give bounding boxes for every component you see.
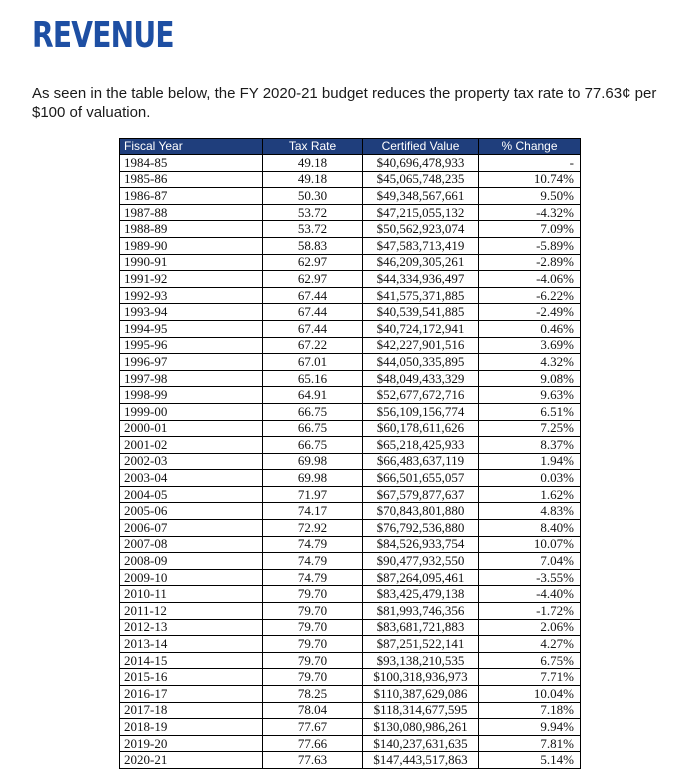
cell-tax-rate: 66.75 [263,437,363,454]
cell-fiscal-year: 2014-15 [120,652,263,669]
cell-tax-rate: 49.18 [263,171,363,188]
cell-percent-change: 9.63% [479,387,581,404]
cell-tax-rate: 67.22 [263,337,363,354]
cell-tax-rate: 69.98 [263,470,363,487]
cell-certified-value: $140,237,631,635 [363,735,479,752]
table-row [120,503,581,520]
cell-percent-change: 7.81% [479,735,581,752]
section-heading: REVENUE [32,15,174,56]
table-row [120,237,581,254]
cell-fiscal-year: 2006-07 [120,520,263,537]
table-header [120,139,581,155]
table-row [120,686,581,703]
cell-percent-change: 7.71% [479,669,581,686]
cell-fiscal-year: 1988-89 [120,221,263,238]
table-row [120,486,581,503]
cell-fiscal-year: 1990-91 [120,254,263,271]
table-body [120,155,581,769]
cell-certified-value: $147,443,517,863 [363,752,479,769]
table-row [120,171,581,188]
cell-tax-rate: 79.70 [263,586,363,603]
cell-certified-value: $66,501,655,057 [363,470,479,487]
cell-percent-change: 2.06% [479,619,581,636]
table-row [120,287,581,304]
table-row [120,254,581,271]
cell-certified-value: $44,050,335,895 [363,354,479,371]
cell-percent-change: -2.89% [479,254,581,271]
cell-certified-value: $56,109,156,774 [363,403,479,420]
cell-certified-value: $76,792,536,880 [363,520,479,537]
cell-fiscal-year: 1985-86 [120,171,263,188]
table-row [120,271,581,288]
cell-certified-value: $130,080,986,261 [363,719,479,736]
cell-tax-rate: 78.25 [263,686,363,703]
cell-tax-rate: 67.44 [263,320,363,337]
cell-tax-rate: 62.97 [263,271,363,288]
table-row [120,752,581,769]
cell-percent-change: -4.40% [479,586,581,603]
table-row [120,304,581,321]
cell-certified-value: $118,314,677,595 [363,702,479,719]
cell-tax-rate: 79.70 [263,652,363,669]
cell-tax-rate: 79.70 [263,669,363,686]
revenue-table [119,138,581,769]
cell-certified-value: $93,138,210,535 [363,652,479,669]
cell-fiscal-year: 1996-97 [120,354,263,371]
cell-tax-rate: 67.44 [263,287,363,304]
cell-fiscal-year: 1992-93 [120,287,263,304]
table-row [120,619,581,636]
cell-certified-value: $81,993,746,356 [363,603,479,620]
table-row [120,735,581,752]
header-percent-change: % Change [479,139,581,155]
cell-tax-rate: 74.79 [263,569,363,586]
cell-percent-change: 5.14% [479,752,581,769]
table-row [120,403,581,420]
cell-tax-rate: 66.75 [263,403,363,420]
cell-certified-value: $100,318,936,973 [363,669,479,686]
cell-percent-change: 4.32% [479,354,581,371]
cell-percent-change: 7.25% [479,420,581,437]
table-row [120,155,581,172]
cell-tax-rate: 79.70 [263,636,363,653]
cell-certified-value: $40,724,172,941 [363,320,479,337]
table-row [120,420,581,437]
cell-percent-change: -4.32% [479,204,581,221]
table-row [120,337,581,354]
cell-percent-change: 4.83% [479,503,581,520]
table-row [120,603,581,620]
cell-tax-rate: 74.79 [263,553,363,570]
cell-tax-rate: 66.75 [263,420,363,437]
cell-tax-rate: 62.97 [263,254,363,271]
cell-fiscal-year: 2001-02 [120,437,263,454]
cell-fiscal-year: 2004-05 [120,486,263,503]
cell-fiscal-year: 2020-21 [120,752,263,769]
cell-tax-rate: 77.67 [263,719,363,736]
cell-certified-value: $46,209,305,261 [363,254,479,271]
cell-tax-rate: 78.04 [263,702,363,719]
cell-percent-change: -1.72% [479,603,581,620]
cell-fiscal-year: 1995-96 [120,337,263,354]
cell-percent-change: 0.46% [479,320,581,337]
cell-percent-change: 10.07% [479,536,581,553]
table-row [120,204,581,221]
cell-tax-rate: 79.70 [263,603,363,620]
cell-certified-value: $47,215,055,132 [363,204,479,221]
header-tax-rate: Tax Rate [263,139,363,155]
cell-fiscal-year: 1999-00 [120,403,263,420]
table-row [120,719,581,736]
cell-tax-rate: 49.18 [263,155,363,172]
table-row [120,320,581,337]
cell-fiscal-year: 2015-16 [120,669,263,686]
cell-percent-change: 10.74% [479,171,581,188]
cell-certified-value: $44,334,936,497 [363,271,479,288]
cell-tax-rate: 77.63 [263,752,363,769]
cell-tax-rate: 64.91 [263,387,363,404]
cell-percent-change: 1.62% [479,486,581,503]
cell-certified-value: $48,049,433,329 [363,370,479,387]
cell-fiscal-year: 1994-95 [120,320,263,337]
cell-certified-value: $83,681,721,883 [363,619,479,636]
table-row [120,536,581,553]
cell-tax-rate: 71.97 [263,486,363,503]
cell-certified-value: $83,425,479,138 [363,586,479,603]
cell-tax-rate: 67.01 [263,354,363,371]
cell-fiscal-year: 1986-87 [120,188,263,205]
cell-certified-value: $66,483,637,119 [363,453,479,470]
cell-certified-value: $70,843,801,880 [363,503,479,520]
cell-fiscal-year: 1997-98 [120,370,263,387]
cell-certified-value: $65,218,425,933 [363,437,479,454]
cell-certified-value: $41,575,371,885 [363,287,479,304]
table-row [120,188,581,205]
table-row [120,569,581,586]
cell-certified-value: $52,677,672,716 [363,387,479,404]
table-row [120,702,581,719]
table-row [120,636,581,653]
cell-percent-change: 3.69% [479,337,581,354]
cell-tax-rate: 72.92 [263,520,363,537]
cell-percent-change: 10.04% [479,686,581,703]
cell-certified-value: $40,696,478,933 [363,155,479,172]
cell-certified-value: $60,178,611,626 [363,420,479,437]
cell-percent-change: -3.55% [479,569,581,586]
cell-percent-change: -2.49% [479,304,581,321]
cell-percent-change: -4.06% [479,271,581,288]
cell-certified-value: $40,539,541,885 [363,304,479,321]
cell-percent-change: 1.94% [479,453,581,470]
table-row [120,520,581,537]
table-row [120,453,581,470]
cell-percent-change: - [479,155,581,172]
table-row [120,221,581,238]
cell-fiscal-year: 2018-19 [120,719,263,736]
cell-tax-rate: 65.16 [263,370,363,387]
cell-certified-value: $50,562,923,074 [363,221,479,238]
cell-certified-value: $45,065,748,235 [363,171,479,188]
cell-percent-change: 4.27% [479,636,581,653]
cell-certified-value: $42,227,901,516 [363,337,479,354]
cell-percent-change: 6.75% [479,652,581,669]
table-row [120,354,581,371]
cell-fiscal-year: 2008-09 [120,553,263,570]
cell-percent-change: -5.89% [479,237,581,254]
cell-fiscal-year: 2000-01 [120,420,263,437]
cell-tax-rate: 53.72 [263,221,363,238]
cell-certified-value: $87,251,522,141 [363,636,479,653]
cell-fiscal-year: 2007-08 [120,536,263,553]
cell-certified-value: $47,583,713,419 [363,237,479,254]
cell-tax-rate: 58.83 [263,237,363,254]
table-row [120,437,581,454]
cell-percent-change: 8.37% [479,437,581,454]
cell-fiscal-year: 2010-11 [120,586,263,603]
cell-percent-change: 0.03% [479,470,581,487]
cell-fiscal-year: 2016-17 [120,686,263,703]
cell-fiscal-year: 2013-14 [120,636,263,653]
cell-tax-rate: 74.79 [263,536,363,553]
table-row [120,387,581,404]
table-row [120,586,581,603]
cell-tax-rate: 67.44 [263,304,363,321]
cell-percent-change: 7.18% [479,702,581,719]
cell-certified-value: $67,579,877,637 [363,486,479,503]
table-row [120,370,581,387]
cell-fiscal-year: 1989-90 [120,237,263,254]
cell-fiscal-year: 2002-03 [120,453,263,470]
cell-fiscal-year: 1998-99 [120,387,263,404]
cell-percent-change: 7.09% [479,221,581,238]
cell-tax-rate: 79.70 [263,619,363,636]
cell-percent-change: 9.94% [479,719,581,736]
cell-tax-rate: 74.17 [263,503,363,520]
cell-fiscal-year: 1991-92 [120,271,263,288]
table-row [120,553,581,570]
cell-percent-change: 9.08% [479,370,581,387]
cell-fiscal-year: 2017-18 [120,702,263,719]
cell-tax-rate: 69.98 [263,453,363,470]
table-row [120,669,581,686]
cell-percent-change: 6.51% [479,403,581,420]
cell-fiscal-year: 1987-88 [120,204,263,221]
cell-tax-rate: 77.66 [263,735,363,752]
cell-percent-change: 8.40% [479,520,581,537]
cell-certified-value: $84,526,933,754 [363,536,479,553]
cell-fiscal-year: 2019-20 [120,735,263,752]
cell-fiscal-year: 1984-85 [120,155,263,172]
cell-fiscal-year: 2012-13 [120,619,263,636]
header-row [120,139,581,155]
cell-fiscal-year: 2005-06 [120,503,263,520]
cell-certified-value: $110,387,629,086 [363,686,479,703]
table-row [120,652,581,669]
cell-percent-change: -6.22% [479,287,581,304]
cell-certified-value: $87,264,095,461 [363,569,479,586]
header-certified-value: Certified Value [363,139,479,155]
table-row [120,470,581,487]
cell-certified-value: $90,477,932,550 [363,553,479,570]
cell-certified-value: $49,348,567,661 [363,188,479,205]
cell-percent-change: 9.50% [479,188,581,205]
cell-tax-rate: 50.30 [263,188,363,205]
cell-fiscal-year: 2009-10 [120,569,263,586]
intro-paragraph: As seen in the table below, the FY 2020-21 budget reduces the property tax rate to 77.63¢ per $100 of valuation. [32,85,657,121]
cell-tax-rate: 53.72 [263,204,363,221]
cell-percent-change: 7.04% [479,553,581,570]
cell-fiscal-year: 2011-12 [120,603,263,620]
cell-fiscal-year: 2003-04 [120,470,263,487]
cell-fiscal-year: 1993-94 [120,304,263,321]
header-fiscal-year: Fiscal Year [120,139,263,155]
